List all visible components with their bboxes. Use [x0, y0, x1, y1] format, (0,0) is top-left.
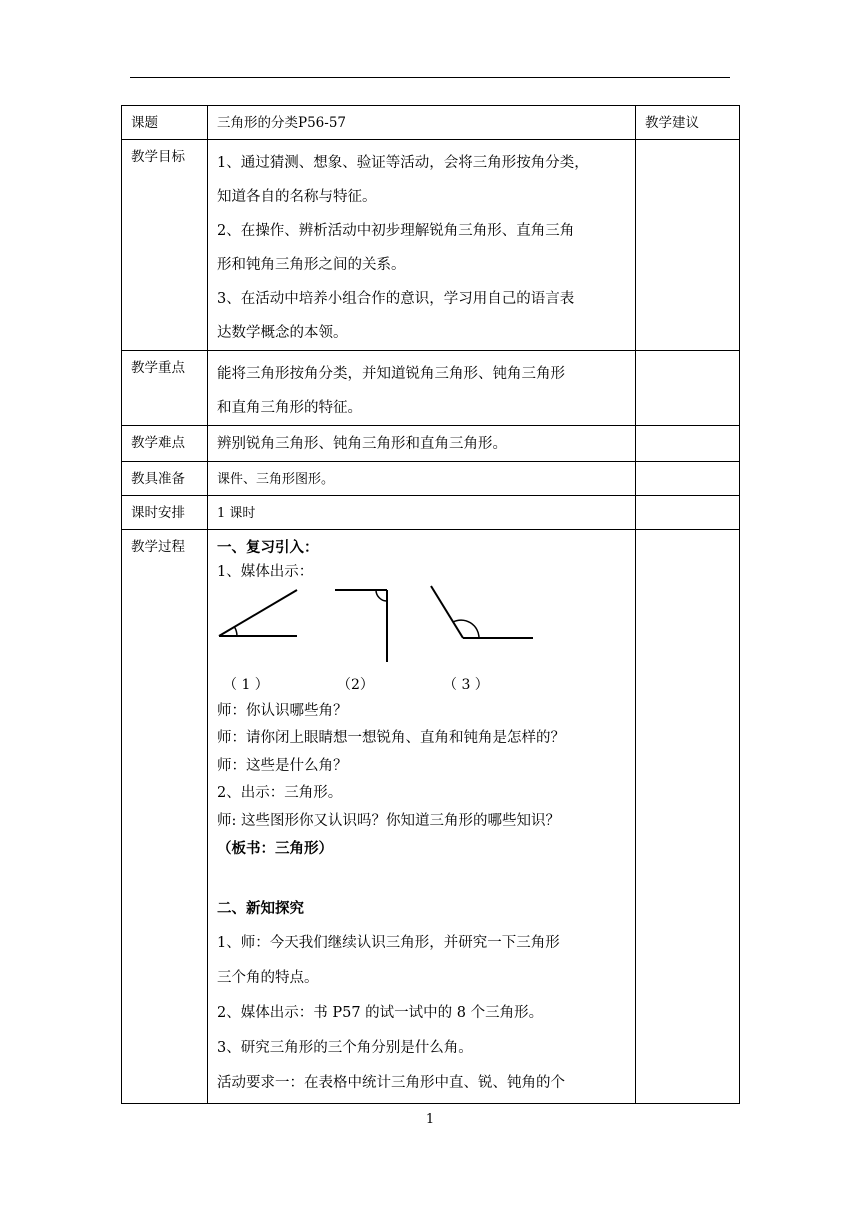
goals-label: 教学目标 — [122, 140, 208, 351]
goals-line: 3、在活动中培养小组合作的意识，学习用自己的语言表 — [217, 291, 575, 307]
right-angle-figure — [331, 586, 401, 666]
table-row-materials — [122, 462, 740, 496]
figure-label: （2） — [337, 676, 374, 693]
process-advice — [636, 530, 740, 1104]
figure-label: （ 1 ） — [223, 676, 269, 693]
process-line: 三个角的特点。 — [217, 969, 319, 986]
process-line: 师：请你闭上眼睛想一想锐角、直角和钝角是怎样的？ — [217, 730, 565, 746]
board-note: （板书：三角形） — [217, 840, 333, 857]
goals-line: 达数学概念的本领。 — [217, 325, 348, 341]
angle-figures — [217, 582, 631, 672]
table-row-topic — [122, 106, 740, 140]
process-line: 3、研究三角形的三个角分别是什么角。 — [217, 1039, 473, 1056]
topic-value: 三角形的分类P56-57 — [208, 106, 636, 140]
table-row-goals — [122, 140, 740, 351]
process-line: 2、出示：三角形。 — [217, 785, 343, 801]
header-rule — [130, 77, 730, 78]
process-line: 1、媒体出示： — [217, 563, 314, 580]
goals-content — [208, 140, 636, 351]
materials-advice — [636, 462, 740, 496]
section-title: 二、新知探究 — [217, 899, 304, 917]
key-points-advice — [636, 351, 740, 426]
process-line: 2、媒体出示：书 P57 的试一试中的 8 个三角形。 — [217, 1004, 544, 1021]
materials-content: 课件、三角形图形。 — [208, 462, 636, 496]
process-label: 教学过程 — [122, 530, 208, 1104]
table-row-key-points — [122, 351, 740, 426]
figure-labels — [217, 672, 631, 698]
process-line: 师：这些是什么角？ — [217, 757, 348, 774]
page-number: 1 — [425, 1112, 435, 1127]
difficulties-label: 教学难点 — [122, 426, 208, 462]
key-points-line: 能将三角形按角分类，并知道锐角三角形、钝角三角形 — [217, 366, 565, 382]
difficulties-advice — [636, 426, 740, 462]
goals-line: 知道各自的名称与特征。 — [217, 189, 377, 205]
key-points-label: 教学重点 — [122, 351, 208, 426]
key-points-line: 和直角三角形的特征。 — [217, 400, 362, 416]
process-line: 1、师：今天我们继续认识三角形，并研究一下三角形 — [217, 934, 560, 951]
process-content — [208, 530, 636, 1104]
goals-line: 1、通过猜测、想象、验证等活动，会将三角形按角分类， — [217, 155, 589, 171]
schedule-label: 课时安排 — [122, 496, 208, 530]
key-points-content — [208, 351, 636, 426]
process-line: 活动要求一：在表格中统计三角形中直、锐、钝角的个 — [217, 1074, 565, 1091]
table-row-schedule — [122, 496, 740, 530]
lesson-plan-table — [121, 105, 740, 1104]
process-line: 师: 这些图形你又认识吗？你知道三角形的哪些知识？ — [217, 812, 560, 829]
table-row-difficulties — [122, 426, 740, 462]
obtuse-angle-figure — [423, 582, 543, 654]
table-row-process — [122, 530, 740, 1104]
schedule-content: 1 课时 — [208, 496, 636, 530]
section-title: 一、复习引入： — [217, 539, 319, 556]
difficulties-content: 辨别锐角三角形、钝角三角形和直角三角形。 — [208, 426, 636, 462]
goals-line: 2、在操作、辨析活动中初步理解锐角三角形、直角三角 — [217, 223, 575, 239]
figure-label: （ 3 ） — [443, 676, 489, 693]
materials-label: 教具准备 — [122, 462, 208, 496]
acute-angle-figure — [217, 586, 307, 646]
goals-line: 形和钝角三角形之间的关系。 — [217, 257, 406, 273]
process-line: 师：你认识哪些角？ — [217, 702, 348, 719]
goals-advice — [636, 140, 740, 351]
topic-label: 课题 — [122, 106, 208, 140]
advice-header: 教学建议 — [636, 106, 740, 140]
schedule-advice — [636, 496, 740, 530]
